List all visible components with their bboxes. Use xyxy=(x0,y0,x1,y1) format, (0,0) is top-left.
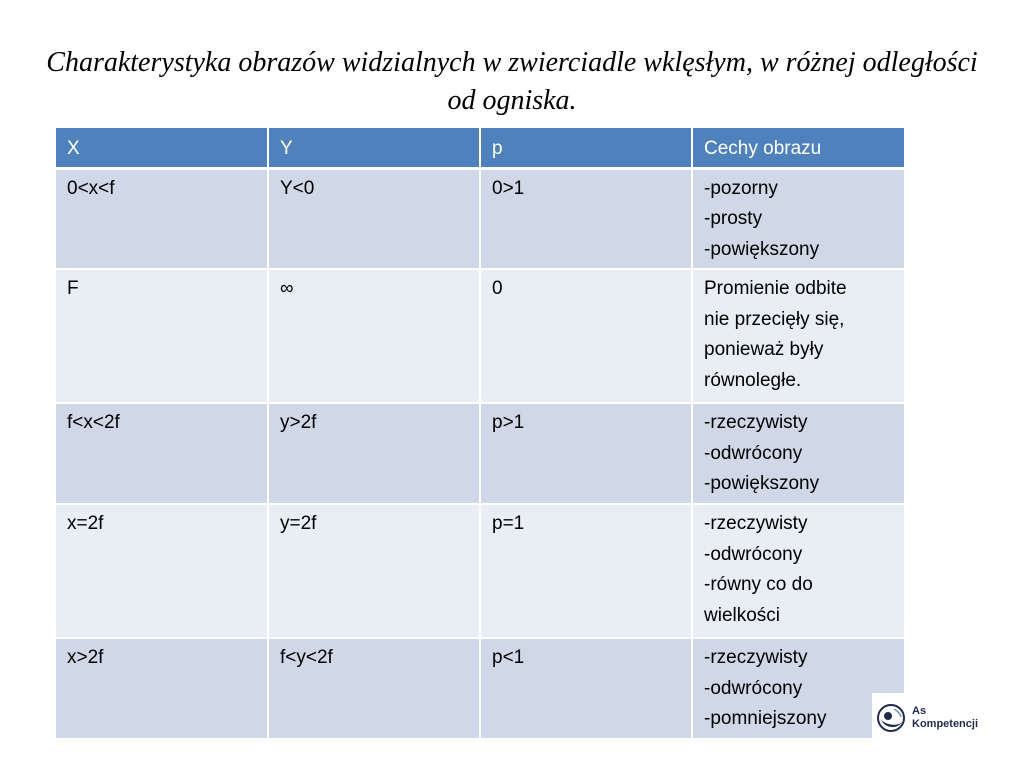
cechy-line: -odwrócony xyxy=(704,442,803,464)
cechy-line: -powiększony xyxy=(704,473,820,494)
table-row xyxy=(56,504,904,638)
cechy-line: -odwrócony xyxy=(704,543,803,565)
cell-y: y=2f xyxy=(268,504,480,638)
cechy-line: -rzeczywisty xyxy=(704,513,808,534)
cell-p: p=1 xyxy=(480,504,692,638)
cechy-line: -rzeczywisty xyxy=(704,647,808,668)
as-kompetencji-logo xyxy=(872,693,996,743)
image-characteristics-table xyxy=(56,128,904,740)
cell-x: x>2f xyxy=(56,638,268,739)
cell-cechy xyxy=(692,403,904,504)
cell-x: F xyxy=(56,269,268,403)
cechy-line: -prosty xyxy=(704,208,763,229)
cell-cechy xyxy=(692,269,904,403)
cell-cechy xyxy=(692,504,904,638)
header-y: Y xyxy=(268,128,480,168)
table-row xyxy=(56,403,904,504)
cell-cechy xyxy=(692,168,904,269)
cechy-line: -pozorny xyxy=(704,177,778,199)
cechy-line: równoległe. xyxy=(704,369,802,391)
cechy-line: nie przecięły się, xyxy=(704,308,845,330)
cell-y: ∞ xyxy=(268,269,480,403)
cechy-line: wielkości xyxy=(704,604,781,626)
cell-y: y>2f xyxy=(268,403,480,504)
logo-line-1: As xyxy=(912,705,927,717)
cechy-line: -pomniejszony xyxy=(704,708,827,729)
header-x: X xyxy=(56,128,268,168)
table-row xyxy=(56,168,904,269)
header-p: p xyxy=(480,128,692,168)
table-row xyxy=(56,269,904,403)
cechy-line: ponieważ były xyxy=(704,339,824,360)
cell-p: 0>1 xyxy=(480,168,692,269)
cell-p: p>1 xyxy=(480,403,692,504)
logo-line-2: Kompetencji xyxy=(912,718,979,730)
slide-title: Charakterystyka obrazów widzialnych w zwierciadle wklęsłym, w różnej odległości od ogniska. xyxy=(46,47,978,116)
header-cechy-obrazu: Cechy obrazu xyxy=(692,128,904,168)
globe-logo-icon xyxy=(876,703,906,733)
table-header-row xyxy=(56,128,904,168)
cechy-line: -powiększony xyxy=(704,238,820,260)
cell-x: f<x<2f xyxy=(56,403,268,504)
cell-x: 0<x<f xyxy=(56,168,268,269)
cell-y: f<y<2f xyxy=(268,638,480,739)
cell-y: Y<0 xyxy=(268,168,480,269)
cell-p: 0 xyxy=(480,269,692,403)
cell-p: p<1 xyxy=(480,638,692,739)
cechy-line: -odwrócony xyxy=(704,677,803,699)
table-row xyxy=(56,638,904,739)
cechy-line: -rzeczywisty xyxy=(704,412,808,433)
cechy-line: -równy co do xyxy=(704,574,813,595)
cell-x: x=2f xyxy=(56,504,268,638)
cechy-line: Promienie odbite xyxy=(704,278,847,299)
logo-text xyxy=(912,705,978,731)
